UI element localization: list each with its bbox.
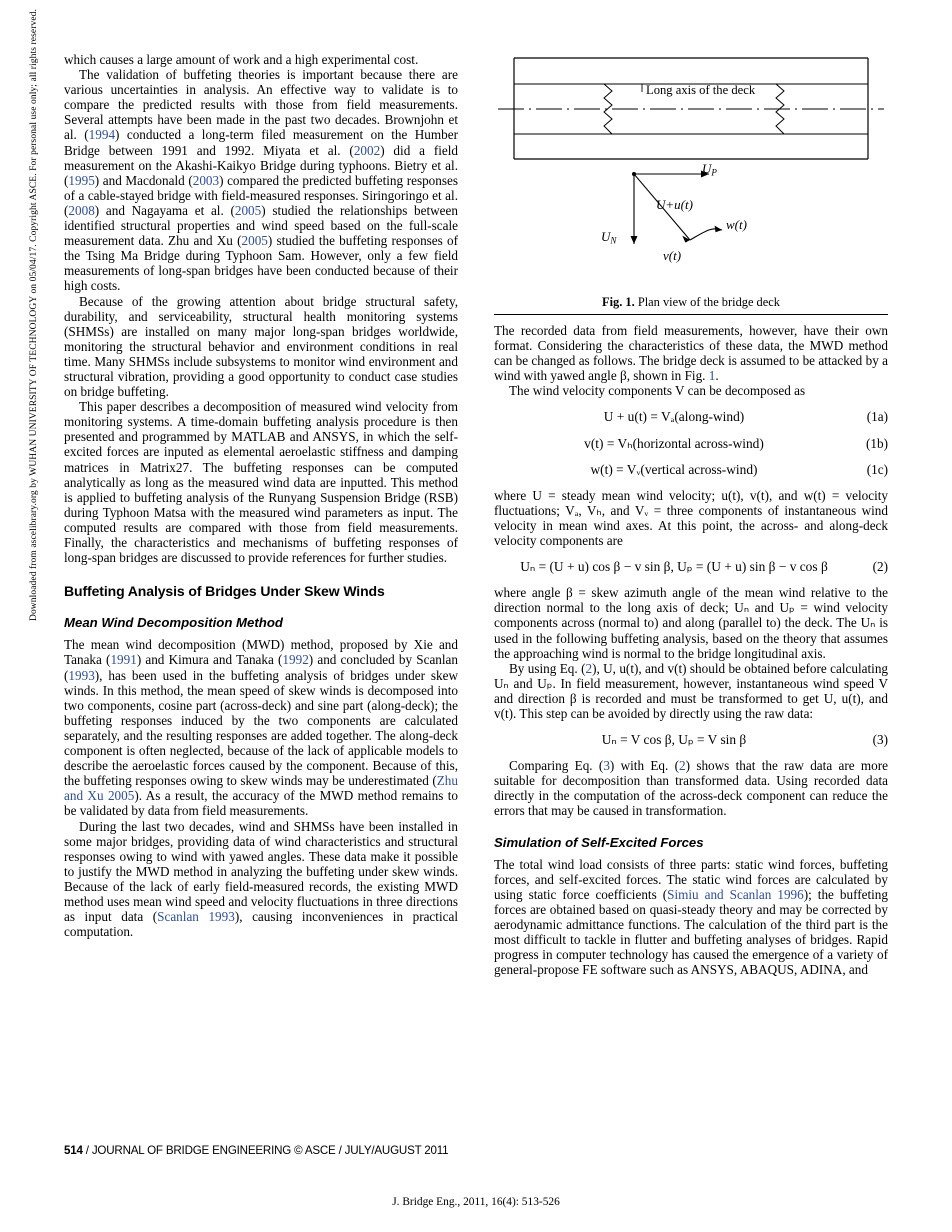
citation-link[interactable]: 1991 (110, 652, 137, 668)
figure-label-deck-axis: Long axis of the deck (646, 83, 756, 97)
paragraph-mwd: The mean wind decomposition (MWD) method, proposed by Xie and Tanaka (1991) and Kimura and Tanaka (1992) and concluded by Scanlan (1993), has been used in the buffeting analysis of bridges under skew winds. In this method, the mean speed of skew winds is decomposed into two components, cosine part (across-deck) and sine part (along-deck); the buffeting responses induced by the two components are calculated separately, and the resulting responses are added together. The along-deck component is often neglected, because of the lack of applicable models to describe the aeroelastic forces caused by the component. Because of this, the buffeting responses owing to skew winds may be underestimated (Zhu and Xu 2005). As a result, the accuracy of the MWD method remains to be validated by data from field measurements. (64, 637, 458, 819)
journal-citation-line: J. Bridge Eng., 2011, 16(4): 513-526 (392, 1196, 560, 1208)
citation-link[interactable]: 2003 (192, 172, 220, 188)
citation-link[interactable]: 1992 (282, 652, 309, 668)
figure-link[interactable]: 1 (708, 368, 716, 384)
equation-3: Uₙ = V cos β, Uₚ = V sin β (3) (601, 732, 888, 748)
paragraph-using-eq2: By using Eq. (2), U, u(t), and v(t) should be obtained before calculating Uₙ and Uₚ. In field measurement, however, instantaneous wind speed V and direction β is recorded and must be transformed to get U, u(t), and v(t). This step can be avoided by directly using the raw data: (494, 660, 889, 721)
equation-1b: v(t) = Vₕ(horizontal across-wind) (1b) (584, 435, 888, 451)
copyright-sidenote: Downloaded from ascelibrary.org by WUHAN UNIVERSITY OF TECHNOLOGY on 05/04/17. Copyright ASCE. For personal use only; all rights reserved. (29, 9, 39, 621)
paragraph-comparing: Comparing Eq. (3) with Eq. (2) shows that the raw data are more suitable for decomposition than transformed data. Using recorded data directly in the computation of the across-deck component can reduce the errors that may be caused in transformation. (494, 758, 888, 819)
figure-1-drawing (494, 44, 888, 289)
section-heading: Buffeting Analysis of Bridges Under Skew Winds (64, 583, 385, 600)
citation-link[interactable]: 2005 (234, 202, 262, 218)
citation-link[interactable]: 1995 (68, 172, 95, 188)
citation-link[interactable]: 1993 (68, 667, 95, 683)
paragraph-total-wind-load: The total wind load consists of three parts: static wind forces, buffeting forces, and self-excited forces. The static wind forces are calculated by using static force coefficients (Simiu and Scanlan 1996); the buffeting forces are obtained based on quasi-steady theory and may be corrected by aerodynamic admittance functions. The calculation of the third part is the most difficult to tackle in flutter and buffeting analyses of bridges. Rapid progress in computer technology has caused the emergence of a variety of general-propose FE software such as ANSYS, ABAQUS, ADINA, and (494, 856, 888, 978)
paragraph-where-2: where angle β = skew azimuth angle of the mean wind relative to the direction normal to the long axis of deck; Uₙ and Uₚ = wind velocity components across (normal to) and along (parallel to) the deck. The Uₙ is used in the following buffeting analysis, based on the theory that assumes the approaching wind is normal to the bridge longitudinal axis. (494, 585, 888, 661)
figure-rule (494, 314, 888, 315)
citation-link[interactable]: Zhu and Xu 2005 (64, 773, 458, 804)
equation-link[interactable]: 2 (585, 660, 593, 676)
left-column (64, 52, 458, 939)
figure-caption: Fig. 1. Plan view of the bridge deck (602, 295, 780, 309)
citation-link[interactable]: Simiu and Scanlan 1996 (667, 886, 804, 902)
figure-label-up: $U_P$ (702, 161, 717, 178)
figure-label-u-plus-ut: U+u(t) (656, 197, 693, 212)
citation-link[interactable]: 2008 (68, 202, 95, 218)
paragraph-recorded-data: The recorded data from field measurements, however, have their own format. Considering the characteristics of these data, the MWD method can be changed as follows. The bridge deck is assumed to be attacked by a wind with yawed angle β, shown in Fig. 1. (494, 323, 888, 384)
citation-link[interactable]: 2002 (353, 142, 381, 158)
figure-1 (494, 44, 888, 315)
equation-link[interactable]: 3 (603, 758, 610, 774)
citation-link[interactable]: 2005 (241, 233, 268, 249)
paragraph-paper-scope: This paper describes a decomposition of measured wind velocity from monitoring systems. A time-domain buffeting analysis procedure is then presented and programmed by MATLAB and ANSYS, in which the self-excited forces are inputed as elemental aeroelastic stiffness and damping matrices in Matrix27. The buffeting responses can be computed analytically as long as the measured wind data are inputted. This method is applied to buffeting analysis of the Runyang Suspension Bridge (RSB) during Typhoon Matsa with the measured wind parameters as input. The computed results are compared with those from field measurements. Finally, the characteristics and mechanisms of buffeting responses of long-span bridges are discussed to provide references for further studies. (64, 399, 458, 566)
page-number: 514 (64, 1144, 83, 1157)
equation-link[interactable]: 2 (679, 758, 686, 774)
citation-link[interactable]: 1994 (88, 127, 116, 143)
subsection-heading-mwd: Mean Wind Decomposition Method (64, 615, 283, 631)
paragraph-where-1: where U = steady mean wind velocity; u(t), v(t), and w(t) = velocity fluctuations; Vₐ, Vₕ, and Vᵥ = three components of instantaneous wind velocity in mean wind axes. At this point, the across- and along-deck velocity components are (494, 487, 888, 549)
paragraph-continued (64, 52, 458, 67)
paragraph-decades: During the last two decades, wind and SHMSs have been installed in some major bridges, providing data of wind characteristics and structural responses owing to wind with yawed angles. These data make it possible to justify the MWD method in analyzing the buffeting under skew winds. Because of the lack of early field-measured records, the existing MWD method uses mean wind speed and velocity fluctuations in three directions as input data (Scanlan 1993), causing inconveniences in practical computation. (64, 818, 458, 940)
figure-label-vt: v(t) (663, 248, 682, 263)
equation-1c: w(t) = Vᵥ(vertical across-wind) (1c) (590, 461, 888, 477)
figure-label-wt: w(t) (726, 217, 747, 232)
equation-1a: U + u(t) = Vₐ(along-wind) (1a) (603, 409, 888, 425)
footer-journal-text: / JOURNAL OF BRIDGE ENGINEERING © ASCE / JULY/AUGUST 2011 (82, 1144, 449, 1157)
paragraph-shms: Because of the growing attention about bridge structural safety, durability, and serviceability, structural health monitoring systems (SHMSs) are installed on many major long-span bridges worldwide, monitoring the structural behavior and environment conditions in real time. Many SHMSs include subsystems to monitor wind environment and structural vibration, providing a good opportunity to conduct case studies on bridge buffeting. (64, 293, 458, 400)
paragraph-text: which causes a large amount of work and a high experimental cost. (64, 52, 419, 67)
figure-label-un: $U_N$ (601, 229, 617, 246)
paragraph-decompose: The wind velocity components V can be decomposed as (509, 383, 806, 399)
right-column (494, 323, 888, 977)
equation-2: Uₙ = (U + u) cos β − v sin β, Uₚ = (U + u) sin β − v cos β (2) (520, 559, 888, 575)
citation-link[interactable]: Scanlan 1993 (157, 909, 235, 925)
paragraph-validation: The validation of buffeting theories is important because there are various uncertainties in analysis. An effective way to validate is to compare the predicted results with those from field measurements. Several attempts have been made in the past two decades. Brownjohn et al. (1994) conducted a long-term filed measurement on the Humber Bridge between 1991 and 1992. Miyata et al. (2002) did a field measurement on the Akashi-Kaikyo Bridge during typhoons. Bietry et al. (1995) and Macdonald (2003) compared the predicted buffeting responses of a cable-stayed bridge with field-measured responses. Siringoringo et al. (2008) and Nagayama et al. (2005) studied the relationships between identified structural properties and wind speed based on the full-scale measurement data. Zhu and Xu (2005) studied the buffeting responses of the Tsing Ma Bridge during Typhoon Sam. However, only a few field measurements of long-span bridges have been conducted because of their high costs. (64, 67, 459, 294)
subsection-heading-self-excited: Simulation of Self-Excited Forces (494, 834, 704, 850)
page-footer (64, 1144, 888, 1157)
